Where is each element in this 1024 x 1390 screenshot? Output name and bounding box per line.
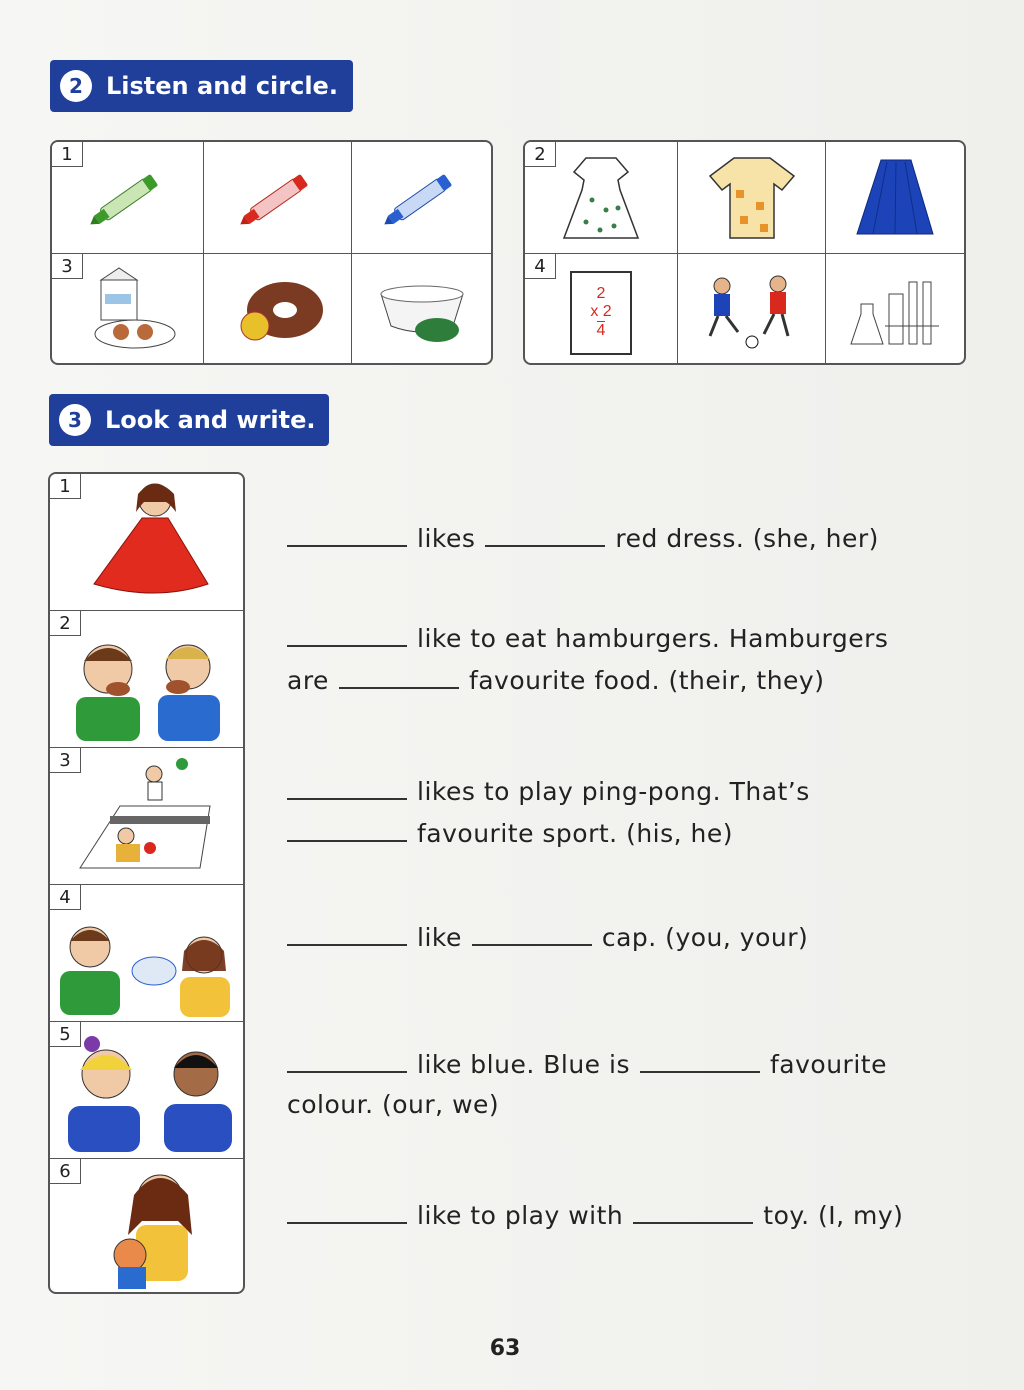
item-number: 3 bbox=[52, 254, 83, 279]
listen-option[interactable] bbox=[352, 254, 491, 363]
answer-blank[interactable] bbox=[287, 1049, 407, 1073]
item-number: 6 bbox=[50, 1159, 81, 1184]
item-number: 1 bbox=[50, 474, 81, 499]
math-line-2: x 2 bbox=[590, 303, 612, 320]
blue-marker-icon bbox=[372, 163, 472, 233]
sentence-text: favourite sport. (his, he) bbox=[417, 819, 734, 848]
answer-blank[interactable] bbox=[287, 523, 407, 547]
sentence-text: favourite food. (their, they) bbox=[468, 666, 825, 695]
listen-option[interactable] bbox=[678, 142, 826, 254]
item-number: 3 bbox=[50, 748, 81, 773]
item-number: 5 bbox=[50, 1022, 81, 1047]
write-picture bbox=[50, 474, 243, 611]
sentence-text: colour. (our, we) bbox=[287, 1090, 500, 1119]
listen-option[interactable] bbox=[352, 142, 491, 254]
listen-option[interactable] bbox=[525, 142, 678, 254]
sentence-text: like to eat hamburgers. Hamburgers bbox=[417, 624, 889, 653]
sentence-text: like to play with bbox=[417, 1201, 624, 1230]
shirt-icon bbox=[702, 150, 802, 245]
football-icon bbox=[692, 264, 812, 354]
write-picture bbox=[50, 1022, 243, 1159]
sentence-text: are bbox=[287, 666, 329, 695]
item-number: 4 bbox=[50, 885, 81, 910]
science-lab-icon bbox=[845, 264, 945, 354]
math-line-3: 4 bbox=[596, 322, 606, 339]
listen-option[interactable] bbox=[204, 142, 352, 254]
write-sentence-1 bbox=[287, 518, 879, 560]
answer-blank[interactable] bbox=[640, 1049, 760, 1073]
answer-blank[interactable] bbox=[485, 523, 605, 547]
section-number-badge: 3 bbox=[59, 404, 91, 436]
write-sentence-5-line-2 bbox=[287, 1084, 499, 1126]
write-picture bbox=[50, 611, 243, 748]
listen-option[interactable] bbox=[826, 142, 964, 254]
write-sentence-4 bbox=[287, 917, 808, 959]
dress-icon bbox=[556, 150, 646, 245]
answer-blank[interactable] bbox=[633, 1200, 753, 1224]
math-line-1: 2 bbox=[596, 285, 606, 302]
section-number-badge: 2 bbox=[60, 70, 92, 102]
milk-and-biscuits-icon bbox=[73, 264, 183, 354]
answer-blank[interactable] bbox=[472, 922, 592, 946]
item-number: 2 bbox=[50, 611, 81, 636]
sentence-text: red dress. (she, her) bbox=[615, 524, 879, 553]
answer-blank[interactable] bbox=[287, 623, 407, 647]
sentence-text: like blue. Blue is bbox=[417, 1050, 630, 1079]
answer-blank[interactable] bbox=[287, 776, 407, 800]
write-sentence-6 bbox=[287, 1195, 903, 1237]
write-picture bbox=[50, 885, 243, 1022]
write-sentence-3-line-2 bbox=[287, 813, 733, 855]
listen-grid-left bbox=[50, 140, 493, 365]
listen-grid-right bbox=[523, 140, 966, 365]
item-number: 1 bbox=[52, 142, 83, 167]
section-title: Listen and circle. bbox=[106, 72, 338, 100]
listen-option[interactable] bbox=[52, 254, 204, 363]
listen-option[interactable] bbox=[525, 254, 678, 363]
page-number: 63 bbox=[489, 1336, 521, 1361]
write-sentence-3 bbox=[287, 771, 810, 813]
answer-blank[interactable] bbox=[339, 665, 459, 689]
answer-blank[interactable] bbox=[287, 1200, 407, 1224]
listen-option[interactable] bbox=[52, 142, 204, 254]
section-header-listen bbox=[50, 60, 353, 112]
math-book-icon bbox=[570, 271, 632, 355]
write-picture bbox=[50, 1159, 243, 1294]
answer-blank[interactable] bbox=[287, 922, 407, 946]
item-number: 2 bbox=[525, 142, 556, 167]
answer-blank[interactable] bbox=[287, 818, 407, 842]
listen-option[interactable] bbox=[204, 254, 352, 363]
sentence-text: toy. (I, my) bbox=[763, 1201, 904, 1230]
write-sentence-2-line-2 bbox=[287, 660, 824, 702]
listen-option[interactable] bbox=[826, 254, 964, 363]
sentence-text: like bbox=[417, 923, 462, 952]
sentence-text: favourite bbox=[769, 1050, 887, 1079]
sentence-text: likes to play ping-pong. That’s bbox=[417, 777, 810, 806]
write-sentence-2 bbox=[287, 618, 888, 660]
write-picture-column bbox=[48, 472, 245, 1294]
sentence-text: likes bbox=[417, 524, 476, 553]
write-picture bbox=[50, 748, 243, 885]
green-marker-icon bbox=[78, 163, 178, 233]
rice-and-vegetables-icon bbox=[367, 264, 477, 354]
item-number: 4 bbox=[525, 254, 556, 279]
section-title: Look and write. bbox=[105, 406, 316, 434]
donut-and-apple-icon bbox=[223, 264, 333, 354]
sentence-text: cap. (you, your) bbox=[601, 923, 809, 952]
write-sentence-5 bbox=[287, 1044, 887, 1086]
red-marker-icon bbox=[228, 163, 328, 233]
section-header-write bbox=[49, 394, 329, 446]
skirt-icon bbox=[845, 150, 945, 245]
listen-option[interactable] bbox=[678, 254, 826, 363]
